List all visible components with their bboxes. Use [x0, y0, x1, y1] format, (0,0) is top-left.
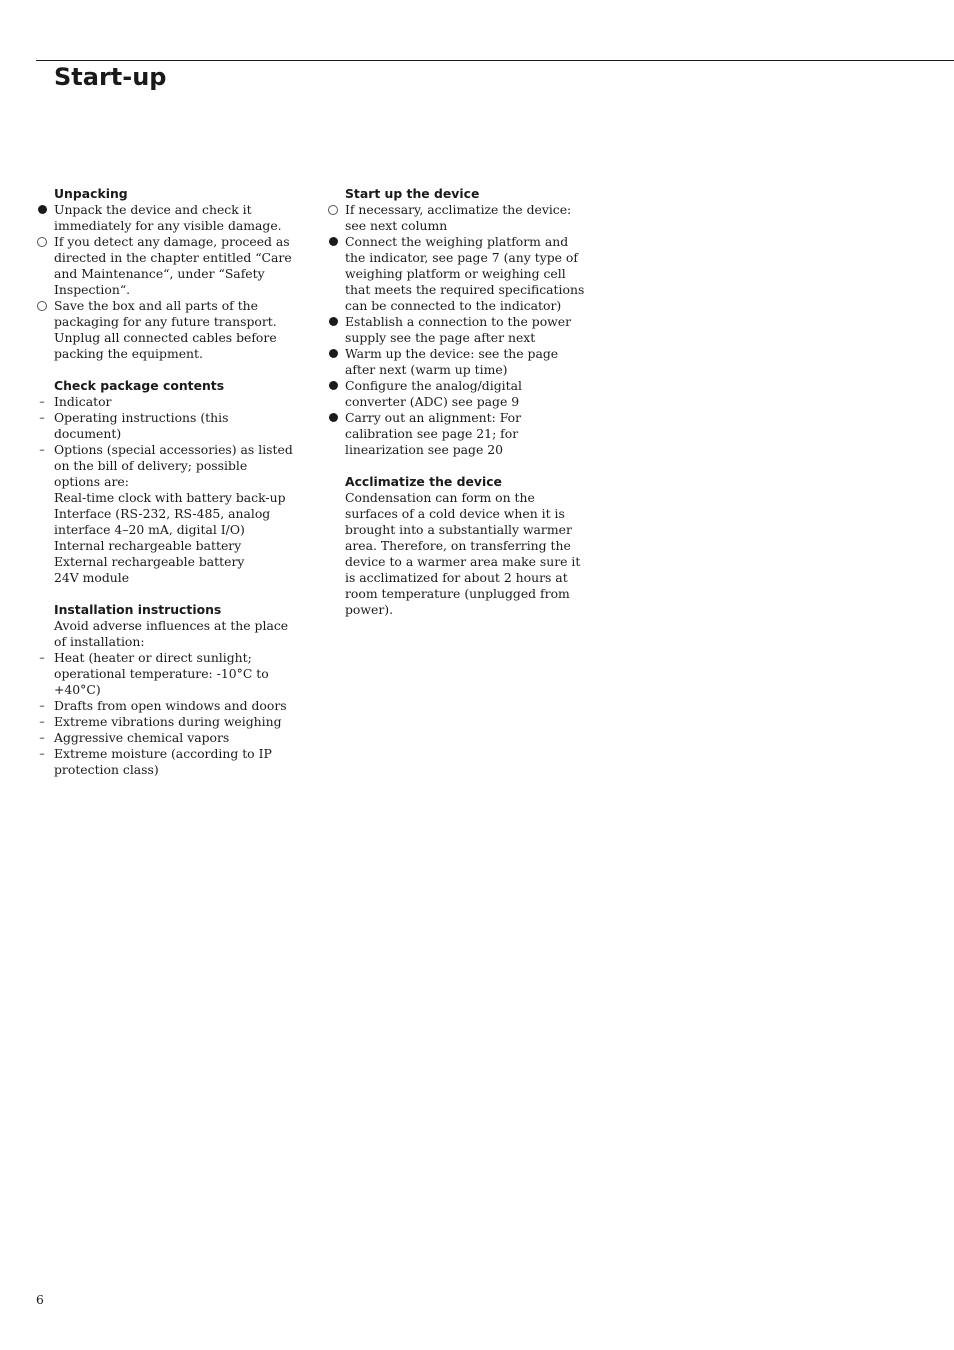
- filled-bullet-icon: [327, 378, 339, 394]
- unpacking-item: [54, 202, 294, 234]
- startup-item: [345, 202, 585, 234]
- acclimatize-heading: Acclimatize the device: [345, 474, 502, 489]
- right-column: [345, 186, 585, 618]
- unpacking-item-text: If you detect any damage, proceed as directed in the chapter entitled “Care and Maintenance“, under “Safety Inspection“.: [54, 234, 292, 297]
- dash-icon: –: [39, 651, 45, 664]
- option-line: Interface (RS-232, RS-485, analog interface 4–20 mA, digital I/O): [54, 506, 271, 537]
- dash-icon: –: [39, 443, 45, 456]
- startup-heading: Start up the device: [345, 186, 480, 201]
- installation-item: [39, 714, 294, 730]
- startup-item-text: Warm up the device: see the page after next (warm up time): [345, 346, 559, 377]
- open-bullet-icon: [36, 234, 48, 251]
- installation-item: [39, 730, 294, 746]
- installation-item-text: Heat (heater or direct sunlight; operational temperature: -10°C to +40°C): [54, 650, 269, 697]
- option-line: 24V module: [54, 570, 130, 585]
- filled-bullet-icon: [327, 410, 339, 426]
- unpacking-item: [54, 298, 294, 362]
- startup-item: [345, 346, 585, 378]
- installation-item: [39, 698, 294, 714]
- startup-item-text: Configure the analog/digital converter (ADC) see page 9: [345, 378, 522, 409]
- option-line: Internal rechargeable battery: [54, 538, 242, 553]
- dash-icon: –: [39, 715, 45, 728]
- installation-item-text: Extreme moisture (according to IP protection class): [54, 746, 272, 777]
- package-item: [39, 394, 294, 410]
- filled-bullet-icon: [36, 202, 48, 218]
- acclimatize-text: Condensation can form on the surfaces of a cold device when it is brought into a substantially warmer area. Therefore, on transferring the device to a warmer area make sure it is acclimatized for about 2 hours at room temperature (unplugged from power).: [345, 490, 581, 617]
- installation-item: [39, 746, 294, 778]
- installation-item-text: Aggressive chemical vapors: [54, 730, 230, 745]
- package-item-text: Operating instructions (this document): [54, 410, 229, 441]
- filled-bullet-icon: [327, 346, 339, 362]
- installation-item: [39, 650, 294, 698]
- filled-bullet-icon: [327, 314, 339, 330]
- header-rule: [36, 60, 954, 61]
- startup-item-text: Connect the weighing platform and the indicator, see page 7 (any type of weighing platform or weighing cell that meets the required specifications can be connected to the indicator): [345, 234, 585, 313]
- startup-item-text: If necessary, acclimatize the device: see next column: [345, 202, 572, 233]
- unpacking-item-text: Unpack the device and check it immediately for any visible damage.: [54, 202, 282, 233]
- page-number: 6: [36, 1292, 44, 1307]
- unpacking-item: [54, 234, 294, 298]
- unpacking-heading: Unpacking: [54, 186, 128, 201]
- installation-intro: Avoid adverse influences at the place of installation:: [54, 618, 289, 649]
- startup-item-text: Establish a connection to the power supply see the page after next: [345, 314, 572, 345]
- dash-icon: –: [39, 699, 45, 712]
- left-column: [39, 186, 294, 778]
- package-item: [39, 410, 294, 442]
- startup-item: [345, 314, 585, 346]
- open-bullet-icon: [36, 298, 48, 315]
- package-heading: Check package contents: [54, 378, 225, 393]
- unpacking-item-text: Save the box and all parts of the packaging for any future transport. Unplug all connected cables before packing the equipment.: [54, 298, 277, 361]
- option-line: External rechargeable battery: [54, 554, 245, 569]
- startup-item-text: Carry out an alignment: For calibration see page 21; for linearization see page 20: [345, 410, 521, 457]
- open-bullet-icon: [327, 202, 339, 219]
- installation-item-text: Drafts from open windows and doors: [54, 698, 287, 713]
- page-title: Start-up: [54, 63, 167, 91]
- dash-icon: –: [39, 411, 45, 424]
- package-item: [39, 442, 294, 490]
- startup-item: [345, 410, 585, 458]
- startup-item: [345, 234, 585, 314]
- installation-heading: Installation instructions: [54, 602, 222, 617]
- filled-bullet-icon: [327, 234, 339, 250]
- dash-icon: –: [39, 731, 45, 744]
- option-line: Real-time clock with battery back-up: [54, 490, 286, 505]
- package-item-text: Options (special accessories) as listed on the bill of delivery; possible options are:: [54, 442, 293, 489]
- package-item-text: Indicator: [54, 394, 112, 409]
- startup-item: [345, 378, 585, 410]
- dash-icon: –: [39, 747, 45, 760]
- dash-icon: –: [39, 395, 45, 408]
- installation-item-text: Extreme vibrations during weighing: [54, 714, 282, 729]
